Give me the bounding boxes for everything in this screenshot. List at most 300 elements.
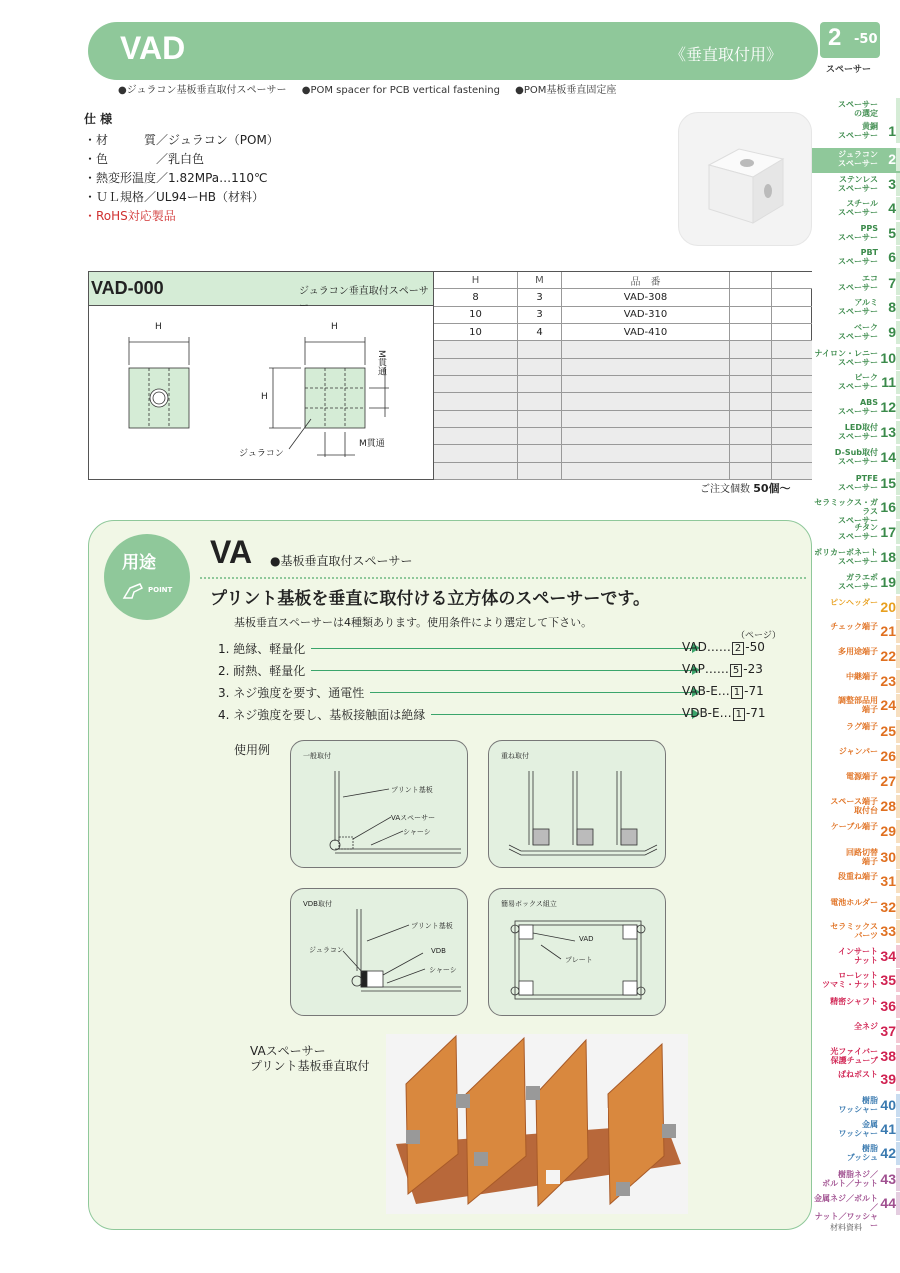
table-cell: VAD-410 [562, 324, 730, 340]
sidebar-item[interactable] [812, 246, 900, 271]
sidebar-color-bar [896, 173, 900, 196]
sidebar-item[interactable] [812, 148, 900, 173]
sidebar-item[interactable] [812, 596, 900, 621]
sidebar-item-label: エコ スペーサー [838, 274, 878, 292]
sidebar-item-number: 13 [880, 424, 896, 440]
sidebar-item-label: 光ファイバー 保護チューブ [830, 1047, 878, 1065]
sidebar-item-number: 23 [880, 673, 896, 689]
table-cell [730, 324, 772, 340]
sidebar-item[interactable] [812, 870, 900, 895]
sidebar-item-label: ABS スペーサー [838, 398, 878, 416]
sidebar-color-bar [896, 571, 900, 594]
table-row [434, 272, 812, 289]
sidebar-item-label: PBT スペーサー [838, 248, 878, 266]
table-row [434, 411, 812, 428]
sidebar-item-number: 5 [888, 225, 896, 241]
diagram-general-art [291, 741, 469, 869]
product-code: VAD-000 [91, 278, 164, 298]
sidebar-color-bar [896, 1192, 900, 1215]
sidebar-item-number: 35 [880, 972, 896, 988]
sidebar-item-label: ガラエポ スペーサー [838, 573, 878, 591]
sidebar-item-number: 20 [880, 599, 896, 615]
sidebar-item-number: 27 [880, 773, 896, 789]
subtitle-en: ●POM spacer for PCB vertical fastening [301, 85, 500, 96]
sidebar-color-bar [896, 969, 900, 992]
sidebar-item-label: 回路切替 端子 [846, 848, 878, 866]
sidebar-color-bar [896, 272, 900, 295]
target-chapter: 5 [730, 664, 742, 677]
sidebar-item[interactable] [812, 222, 900, 247]
sidebar-color-bar [896, 1068, 900, 1091]
sidebar-item-label: 金属 ワッシャー [838, 1120, 878, 1138]
table-cell [518, 463, 562, 479]
table-row [434, 428, 812, 445]
sidebar-item[interactable] [812, 620, 900, 645]
table-cell [730, 463, 772, 479]
sidebar-item-number: 8 [888, 299, 896, 315]
sidebar-color-bar [896, 296, 900, 319]
table-cell [730, 289, 772, 305]
table-cell: VAD-308 [562, 289, 730, 305]
label-pcb: プリント基板 [391, 786, 433, 794]
table-cell [772, 359, 812, 375]
table-cell: H [434, 272, 518, 288]
sidebar-item[interactable] [812, 820, 900, 845]
pcb-assembly-image [386, 1034, 688, 1214]
photo-caption [250, 1044, 370, 1074]
lead-text: プリント基板を垂直に取付ける立方体のスペーサーです。 [210, 589, 650, 609]
diagram-box [488, 888, 666, 1016]
cube-icon [679, 113, 813, 247]
sidebar-item-label: ピンヘッダー [830, 598, 878, 607]
sidebar-item[interactable] [812, 371, 900, 396]
label-va: VAスペーサー [391, 814, 436, 822]
table-cell: 8 [434, 289, 518, 305]
selection-criteria: 1. 絶縁、軽量化 [218, 640, 311, 657]
target-product: VAD…… [682, 640, 731, 654]
example-label: 使用例 [234, 743, 271, 757]
target-chapter: 1 [731, 686, 743, 699]
table-cell: M [518, 272, 562, 288]
sidebar-item[interactable] [812, 1168, 900, 1193]
sidebar-item-number: 15 [880, 475, 896, 491]
sidebar-item-label: 精密シャフト [830, 997, 878, 1006]
sidebar-item-number: 9 [888, 324, 896, 340]
sidebar-color-bar [896, 1118, 900, 1141]
sidebar-color-bar [896, 546, 900, 569]
sidebar-item[interactable] [812, 770, 900, 795]
dim-h-label: H [261, 392, 268, 402]
label-vad: VAD [579, 935, 594, 943]
table-cell [518, 393, 562, 409]
sidebar-item[interactable] [812, 521, 900, 546]
sidebar-item-label: ジャンパー [838, 747, 878, 756]
table-cell [434, 428, 518, 444]
sidebar-item-number: 17 [880, 524, 896, 540]
sidebar-item[interactable] [812, 1094, 900, 1119]
sidebar-item[interactable] [812, 920, 900, 945]
table-cell [518, 359, 562, 375]
sidebar-color-bar [896, 222, 900, 245]
sidebar-item-label: ポリカーボネート スペーサー [814, 548, 878, 566]
sidebar-item-number: 41 [880, 1121, 896, 1137]
table-cell [562, 445, 730, 461]
min-order-text: ご注文個数 [700, 484, 750, 495]
sidebar-color-bar [896, 246, 900, 269]
page-number-box [820, 22, 880, 58]
sidebar-item[interactable] [812, 120, 900, 145]
sidebar-item[interactable] [812, 846, 900, 871]
sidebar-item-label: 全ネジ [854, 1022, 878, 1031]
sidebar-item-number: 7 [888, 275, 896, 291]
sidebar-item-number: 24 [880, 697, 896, 713]
sidebar-item-label: ばねポスト [838, 1070, 878, 1079]
diagram-stacked [488, 740, 666, 868]
sidebar-item-label: ローレット ツマミ・ナット [822, 971, 878, 989]
table-cell [434, 463, 518, 479]
selection-target [682, 706, 766, 720]
table-cell [518, 376, 562, 392]
sidebar-item-label: 調整部品用 端子 [838, 696, 878, 714]
sidebar-item[interactable] [812, 321, 900, 346]
table-cell [434, 411, 518, 427]
selection-criteria: 4. ネジ強度を要し、基板接触面は絶縁 [218, 706, 431, 723]
table-cell [518, 428, 562, 444]
sidebar-item-label: 段重ね端子 [838, 872, 878, 881]
sidebar-item-label: 樹脂ネジ／ ボルト／ナット [822, 1170, 878, 1188]
sidebar-item-number: 31 [880, 873, 896, 889]
label-plate: プレート [565, 956, 593, 964]
dim-h-label: H [331, 322, 338, 332]
sidebar-item[interactable] [812, 1020, 900, 1045]
sidebar-item[interactable] [812, 670, 900, 695]
subtitle [118, 81, 628, 96]
spec-line: ・ＵＬ規格／UL94ーHB（材料） [84, 190, 264, 204]
table-cell [772, 341, 812, 357]
sidebar-color-bar [896, 795, 900, 818]
table-cell [434, 393, 518, 409]
spec-line: ・色 ／乳白色 [84, 152, 205, 166]
sidebar-item-number: 42 [880, 1145, 896, 1161]
table-cell [434, 341, 518, 357]
sidebar-item-label: チタン スペーサー [838, 523, 878, 541]
sidebar-item[interactable] [812, 694, 900, 719]
sidebar-item-number: 43 [880, 1171, 896, 1187]
dim-m-label: M貫通 [359, 439, 385, 449]
sidebar-color-bar [896, 148, 900, 171]
pcb-photo [386, 1034, 688, 1214]
diagram-title: 一般取付 [303, 752, 331, 760]
intro-text: 基板垂直スペーサーは4種類あります。使用条件により選定して下さい。 [234, 616, 593, 629]
sidebar-item-label: 中継端子 [846, 672, 878, 681]
table-grid [433, 272, 812, 480]
table-cell [772, 307, 812, 323]
table-cell [772, 376, 812, 392]
table-cell [772, 411, 812, 427]
sidebar-item[interactable] [812, 197, 900, 222]
table-cell [772, 393, 812, 409]
table-cell [562, 359, 730, 375]
table-row [434, 376, 812, 393]
sidebar-item-number: 10 [880, 350, 896, 366]
table-cell [730, 272, 772, 288]
sidebar-item[interactable] [812, 173, 900, 198]
min-order-qty: 50個～ [753, 482, 791, 495]
sidebar-color-bar [896, 1142, 900, 1165]
sidebar-item[interactable] [812, 1045, 900, 1070]
selection-item [218, 662, 778, 678]
sidebar-item-label: 金属ネジ／ボルト／ ナット／ワッシャー [814, 1194, 878, 1230]
target-page: -50 [745, 640, 765, 654]
sidebar-item-label: ジュラコン スペーサー [838, 150, 878, 168]
va-title: VA [210, 534, 253, 570]
sidebar-item-number: 34 [880, 948, 896, 964]
table-title-cell [89, 272, 433, 312]
label-duracon: ジュラコン [309, 946, 344, 954]
table-cell [518, 341, 562, 357]
sidebar-item-label: ステンレス スペーサー [838, 175, 878, 193]
sidebar-item-number: 33 [880, 923, 896, 939]
sidebar-item[interactable] [812, 969, 900, 994]
selection-item [218, 706, 778, 722]
min-order [700, 480, 791, 496]
label-pcb: プリント基板 [411, 922, 453, 930]
selection-target [682, 640, 765, 654]
target-chapter: 2 [732, 642, 744, 655]
target-page: -71 [745, 706, 766, 720]
sidebar-item-number: 21 [880, 623, 896, 639]
sidebar-color-bar [896, 620, 900, 643]
sidebar-item-number: 22 [880, 648, 896, 664]
sidebar-color-bar [896, 820, 900, 843]
table-cell: 品 番 [562, 272, 730, 288]
sidebar-item-number: 32 [880, 899, 896, 915]
sidebar-item[interactable] [812, 1142, 900, 1167]
table-cell [562, 428, 730, 444]
table-row [434, 463, 812, 480]
sidebar-color-bar [896, 1045, 900, 1068]
sidebar-item-label: 多用途端子 [838, 647, 878, 656]
sidebar-item-label: スペース端子 取付台 [830, 797, 878, 815]
sidebar-item-label: インサート ナット [838, 947, 878, 965]
table-cell: 3 [518, 307, 562, 323]
table-cell [434, 376, 518, 392]
table-cell [434, 359, 518, 375]
sidebar-item[interactable] [812, 272, 900, 297]
table-row [434, 324, 812, 341]
sidebar-item-number: 1 [888, 123, 896, 139]
sidebar-color-bar [896, 596, 900, 619]
sidebar-color-bar [896, 920, 900, 943]
selection-criteria: 2. 耐熱、軽量化 [218, 662, 311, 679]
sidebar-color-bar [896, 197, 900, 220]
product-description: ジュラコン垂直取付スペーサー [299, 286, 429, 312]
sidebar-item-label: スペーサー の選定 [838, 100, 878, 118]
dim-h-label: H [155, 322, 162, 332]
table-cell [562, 376, 730, 392]
sidebar-item-label: ケーブル端子 [830, 822, 878, 831]
diagram-vdb [290, 888, 468, 1016]
spec-line: ・材 質／ジュラコン（POM） [84, 133, 279, 147]
va-subtitle: ●基板垂直取付スペーサー [270, 554, 413, 568]
table-cell [730, 359, 772, 375]
sidebar-color-bar [896, 1168, 900, 1191]
subtitle-cn: ●POM基板垂直固定座 [515, 85, 617, 96]
page-title: VAD [120, 30, 186, 66]
spec-block [84, 110, 279, 226]
table-cell: 10 [434, 307, 518, 323]
category-label: 《垂直取付用》 [670, 45, 783, 64]
sidebar-item-number: 19 [880, 574, 896, 590]
table-cell [562, 341, 730, 357]
sidebar-item-label: ナイロン・レニー スペーサー [814, 349, 878, 367]
sidebar-item-label: LED取付 スペーサー [838, 423, 878, 441]
target-product: VAP…… [682, 662, 729, 676]
sidebar-color-bar [896, 945, 900, 968]
spec-table [88, 271, 812, 480]
subtitle-jp: ●ジュラコン基板垂直取付スペーサー [118, 85, 287, 96]
selection-item [218, 684, 778, 700]
table-cell [772, 289, 812, 305]
label-vdb: VDB [431, 947, 446, 955]
table-cell [730, 393, 772, 409]
sidebar-item-number: 12 [880, 399, 896, 415]
sidebar-item[interactable] [812, 296, 900, 321]
sidebar-item[interactable] [812, 1118, 900, 1143]
sidebar-item[interactable] [812, 546, 900, 571]
table-cell [518, 411, 562, 427]
sidebar-item[interactable] [812, 795, 900, 820]
usage-badge-text: 用途 [122, 553, 156, 573]
sidebar-item-label: ベーク スペーサー [838, 323, 878, 341]
sidebar-color-bar [896, 870, 900, 893]
sidebar-item[interactable] [812, 571, 900, 596]
diagram-title: VDB取付 [303, 900, 332, 908]
sidebar-item[interactable] [812, 347, 900, 372]
target-page: -23 [743, 662, 763, 676]
sidebar-footer: 材料資料 [830, 1223, 862, 1232]
sidebar-item-label: セラミックス パーツ [830, 922, 878, 940]
label-chassis: シャーシ [429, 966, 457, 974]
page-section: スペーサー [826, 65, 872, 75]
selection-criteria: 3. ネジ強度を要す、通電性 [218, 684, 370, 701]
table-row [434, 307, 812, 324]
sidebar-color-bar [896, 371, 900, 394]
sidebar-item[interactable] [812, 896, 900, 921]
sidebar-item-label: セラミックス・ガラス スペーサー [814, 498, 878, 525]
diagram-box-art [489, 889, 667, 1017]
sidebar-item[interactable] [812, 995, 900, 1020]
sidebar-item[interactable] [812, 421, 900, 446]
sidebar-item-label: ラグ端子 [846, 722, 878, 731]
sidebar-item-number: 3 [888, 176, 896, 192]
sidebar-color-bar [896, 1094, 900, 1117]
table-cell [772, 272, 812, 288]
sidebar-color-bar [896, 446, 900, 469]
sidebar-item-label: 樹脂 ブッシュ [846, 1144, 878, 1162]
sidebar-item[interactable] [812, 496, 900, 525]
table-cell [772, 445, 812, 461]
table-cell [730, 307, 772, 323]
page-ref-label: （ページ） [736, 631, 781, 641]
sidebar-color-bar [896, 694, 900, 717]
diagram-general [290, 740, 468, 868]
sidebar-color-bar [896, 347, 900, 370]
sidebar-color-bar [896, 521, 900, 544]
sidebar-item-number: 6 [888, 249, 896, 265]
sidebar-item[interactable] [812, 396, 900, 421]
sidebar-item[interactable] [812, 945, 900, 970]
sidebar-color-bar [896, 120, 900, 143]
sidebar-item-label: 黄銅 スペーサー [838, 122, 878, 140]
sidebar-item-label: PTFE スペーサー [838, 474, 878, 492]
target-page: -71 [744, 684, 764, 698]
sidebar-color-bar [896, 995, 900, 1018]
table-row [434, 359, 812, 376]
table-cell [518, 445, 562, 461]
sidebar-color-bar [896, 472, 900, 495]
sidebar-color-bar [896, 896, 900, 919]
selection-target [682, 684, 764, 698]
pointing-hand-icon [120, 580, 148, 602]
label-chassis: シャーシ [403, 828, 431, 836]
sidebar-item[interactable] [812, 745, 900, 770]
photo-caption-line: VAスペーサー [250, 1044, 326, 1058]
diagram-stacked-art [489, 741, 667, 869]
sidebar-item[interactable] [812, 645, 900, 670]
table-cell: VAD-310 [562, 307, 730, 323]
page-chapter: 2 [828, 24, 842, 51]
sidebar-item-label: 電源端子 [846, 772, 878, 781]
sidebar-item-label: ピーク スペーサー [838, 373, 878, 391]
sidebar-color-bar [896, 321, 900, 344]
sidebar-color-bar [896, 421, 900, 444]
sidebar-item-label: 電池ホルダー [830, 898, 878, 907]
table-row [434, 393, 812, 410]
table-cell [772, 463, 812, 479]
sidebar-item[interactable] [812, 720, 900, 745]
sidebar-item[interactable] [812, 446, 900, 471]
table-cell [434, 445, 518, 461]
sidebar-item-number: 40 [880, 1097, 896, 1113]
table-cell [730, 341, 772, 357]
sidebar-color-bar [896, 846, 900, 869]
table-cell [730, 411, 772, 427]
sidebar-color-bar [896, 396, 900, 419]
sidebar-item-number: 4 [888, 200, 896, 216]
sidebar-color-bar [896, 98, 900, 121]
table-cell: 10 [434, 324, 518, 340]
table-row [434, 341, 812, 358]
sidebar-item[interactable] [812, 1068, 900, 1093]
sidebar-color-bar [896, 670, 900, 693]
point-label: POINT [148, 586, 173, 594]
sidebar-item-number: 25 [880, 723, 896, 739]
sidebar-item-number: 14 [880, 449, 896, 465]
usage-badge [104, 534, 190, 620]
material-label: ジュラコン [239, 449, 284, 459]
spec-heading: 仕 様 [84, 112, 113, 126]
sidebar-item-label: PPS スペーサー [838, 224, 878, 242]
sidebar-item-number: 36 [880, 998, 896, 1014]
sidebar-color-bar [896, 645, 900, 668]
diagram-title: 簡易ボックス組立 [501, 900, 557, 908]
table-cell [730, 376, 772, 392]
sidebar-item-number: 44 [880, 1195, 896, 1211]
table-cell [562, 463, 730, 479]
sidebar-item[interactable] [812, 472, 900, 497]
sidebar-color-bar [896, 1020, 900, 1043]
